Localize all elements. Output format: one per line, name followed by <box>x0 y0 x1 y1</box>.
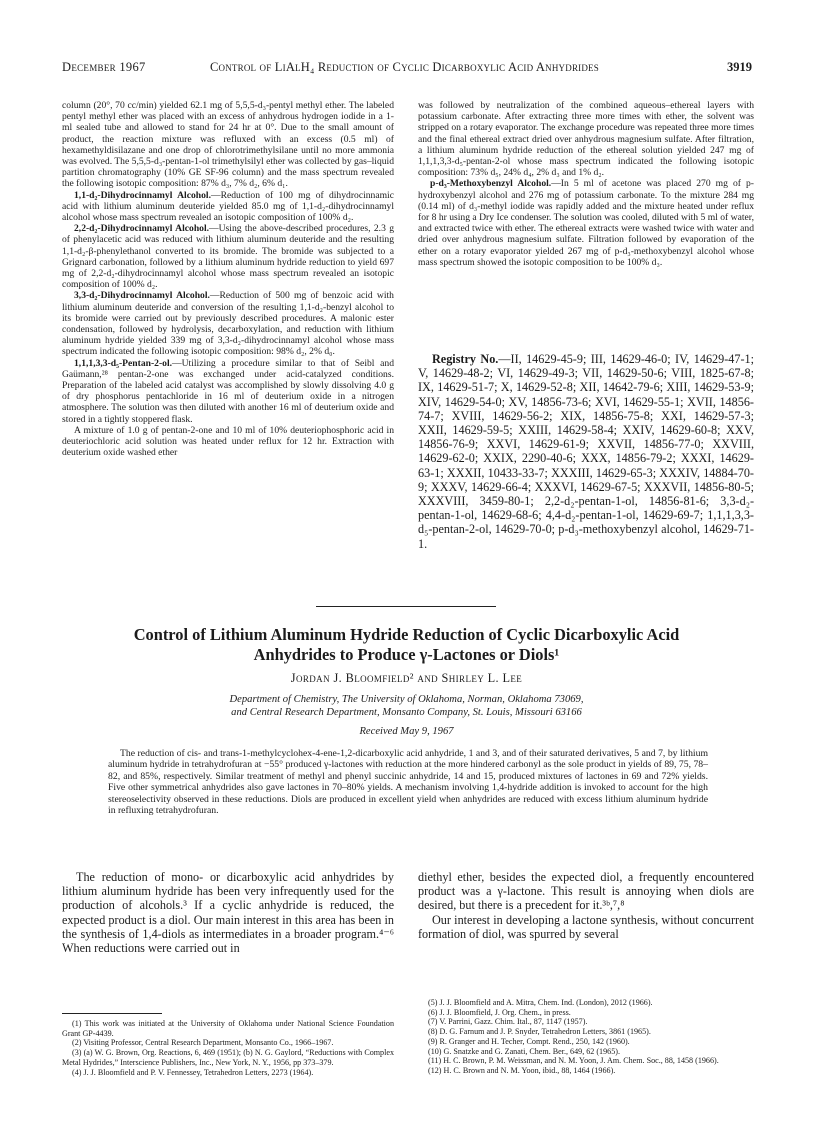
footnote: (12) H. C. Brown and N. M. Yoon, ibid., 88, 1464 (1966). <box>428 1065 616 1075</box>
body-paragraph: The reduction of mono- or dicarboxylic acid anhydrides by lithium aluminum hydride has been very infrequently used for the production of alcohols.³ If a cyclic anhydride is reduced, the expected product is a diol. Our main interest in this area has been in the synthesis of 1,4-diols as intermediates in a broader program.⁴⁻⁶ When reductions were carried out in <box>62 870 394 956</box>
footnote: (9) R. Granger and H. Techer, Compt. Rend., 250, 142 (1960). <box>428 1036 630 1046</box>
compound-heading: 3,3-d₂-Dihydrocinnamyl Alcohol. <box>74 290 210 302</box>
footnote: (5) J. J. Bloomfield and A. Mitra, Chem. Ind. (London), 2012 (1966). <box>428 998 653 1007</box>
footnote: (3) (a) W. G. Brown, Org. Reactions, 6, 469 (1951); (b) N. G. Gaylord, “Reductions with Complex Metal Hydrides,” Interscience Publishers, Inc., New York, N. Y., 1956, pp 373–379. <box>62 1048 394 1067</box>
footnote: (7) V. Parrini, Gazz. Chim. Ital., 87, 1147 (1957). <box>428 1017 588 1027</box>
experimental-paragraph: was followed by neutralization of the combined aqueous–ethereal layers with potassium carbonate. After extracting three more times with ether, the solvent was stripped on a rotary evaporator. The exchange procedure was repeated three more times and the final ethereal extract dried over anhydrous magnesium sulfate. After filtration, a lithium aluminum hydride reduction of the ethereal solution yielded 247 mg of 1,1,1,3,3-d₅-pentan-2-ol whose mass spectrum indicated the following isotopic composition: 73% d₅, 24% d₄, 2% d₃ and 1% d₂. <box>418 100 754 179</box>
experimental-left-column <box>62 100 394 459</box>
abstract: The reduction of cis- and trans-1-methylcyclohex-4-ene-1,2-dicarboxylic acid anhydride, 1 and 3, and of their saturated derivatives, 5 and 7, by lithium aluminum hydride in tetrahydrofuran at −55° produced γ-lactones with reduction at the more hindered carbonyl as the sole product in yields of 89, 75, 78–82, and 85%, respectively. Similar treatment of methyl and phenyl succinic anhydride, 14 and 15, produced mixtures of lactones in 69 and 72% yields. Five other symmetrical anhydrides also gave lactones in 70–80% yields. A mechanism involving 1,4-hydride addition is invoked to account for the high stereoselectivity observed in these reductions. Diols are produced in excellent yield when anhydrides are reduced with excess lithium aluminum hydride in refluxing tetrahydrofuran. <box>108 748 708 817</box>
footnote: (11) H. C. Brown, P. M. Weissman, and N. M. Yoon, J. Am. Chem. Soc., 88, 1458 (1966). <box>428 1056 719 1066</box>
compound-heading: 1,1,1,3,3-d₅-Pentan-2-ol. <box>74 357 173 369</box>
compound-heading: 2,2-d₂-Dihydrocinnamyl Alcohol. <box>74 223 210 235</box>
experimental-right-column <box>418 100 754 268</box>
footnote-rule <box>62 1013 162 1014</box>
body-paragraph: Our interest in developing a lactone synthesis, without concurrent formation of diol, was spurred by several <box>418 912 754 941</box>
compound-heading: 1,1-d₂-Dihydrocinnamyl Alcohol. <box>74 189 211 201</box>
footnote: (2) Visiting Professor, Central Research Department, Monsanto Co., 1966–1967. <box>72 1038 334 1048</box>
header-date: December 1967 <box>62 60 146 74</box>
experimental-paragraph: p-d₃-Methoxybenzyl Alcohol.—In 5 ml of acetone was placed 270 mg of p-hydroxybenzyl alcohol and 276 mg of potassium carbonate. To the mixture 284 mg (0.14 ml) of d₃-methyl iodide was rapidly added and the mixture heated under reflux for 8 hr using a Dry Ice condenser. The solution was cooled, diluted with 5 ml of water, and extracted twice with ether. The ethereal extracts were washed twice with water and dried over anhydrous magnesium sulfate. Filtration followed by evaporation of the ether on a rotary evaporator yielded 267 mg of p-d₃-methoxybenzyl alcohol whose mass spectrum showed the isotopic composition to be 100% d₃. <box>418 178 754 268</box>
experimental-paragraph: 2,2-d₂-Dihydrocinnamyl Alcohol.—Using the above-described procedures, 2.3 g of phenylacetic acid was reduced with lithium aluminum deuteride and the resulting 1,1-d₂-β-phenylethanol converted to its bromide. The bromide was subjected to a Grignard carbonation, followed by a lithium aluminum hydride reduction to yield 697 mg of 2,2-d₂-dihydrocinnamyl alcohol whose mass spectrum revealed an isotopic composition of 100% d₂. <box>62 223 394 291</box>
experimental-paragraph: column (20°, 70 cc/min) yielded 62.1 mg of 5,5,5-d₃-pentyl methyl ether. The labeled pentyl methyl ether was placed with an excess of anhydrous hydrogen iodide in a 1-ml sealed tube and allowed to stand for 24 hr at 0°. Due to the small amount of product, the reaction mixture was refluxed with an excess (0.5 ml) of hexamethyldisilazane and one drop of chlorotrimethylsilane until no more ammonia was evolved. The 5,5,5-d₃-pentan-1-ol trimethylsilyl ether was collected by gas–liquid partition chromatography (10% GE SF-96 column) and the mass spectrum revealed the following isotopic composition: 87% d₃, 7% d₂, 6% d₁. <box>62 100 394 190</box>
article-authors: Jordan J. Bloomfield² and Shirley L. Lee <box>290 671 523 685</box>
running-header <box>62 60 752 78</box>
compound-heading: p-d₃-Methoxybenzyl Alcohol. <box>430 178 552 190</box>
body-left-column <box>62 870 394 955</box>
experimental-paragraph: 3,3-d₂-Dihydrocinnamyl Alcohol.—Reduction of 500 mg of benzoic acid with lithium aluminum deuteride and conversion of the resulting 1,1-d₂-benzyl alcohol to its bromide were carried out by previously described procedures. A malonic ester condensation, followed by hydrolysis, decarboxylation, and reduction with lithium aluminum hydride yielded 339 mg of 3,3-d₂-dihydrocinnamyl alcohol whose mass spectrum indicated the following isotopic composition: 98% d₂, 2% d₀. <box>62 290 394 358</box>
body-paragraph: diethyl ether, besides the expected diol, a frequently encountered product was a γ-lactone. This result is annoying when diols are desired, but there is a precedent for it.³ᵇ,⁷,⁸ <box>418 870 754 913</box>
page-number: 3919 <box>727 60 752 74</box>
article-affiliation: Department of Chemistry, The University of Oklahoma, Norman, Oklahoma 73069, and Central Research Department, Monsanto Company, St. Louis, Missouri 63166 <box>229 694 584 718</box>
footnotes-left <box>62 1019 394 1077</box>
footnotes-right <box>418 998 754 1076</box>
footnote: (8) D. G. Farnum and J. P. Snyder, Tetrahedron Letters, 3861 (1965). <box>428 1027 651 1037</box>
footnote: (6) J. J. Bloomfield, J. Org. Chem., in press. <box>428 1007 571 1017</box>
footnote: (4) J. J. Bloomfield and P. V. Fennessey, Tetrahedron Letters, 2273 (1964). <box>72 1067 314 1077</box>
body-right-column <box>418 870 754 941</box>
experimental-paragraph: A mixture of 1.0 g of pentan-2-one and 10 ml of 10% deuteriophosphoric acid in deuteriochloric acid solution was heated under reflux for 12 hr. Extraction with deuterium oxide washed ether <box>62 424 394 459</box>
experimental-paragraph: 1,1,1,3,3-d₅-Pentan-2-ol.—Utilizing a procedure similar to that of Seibl and Gaümann,²⁸ pentan-2-one was exchanged under acid-catalyzed conditions. Preparation of the labeled acid catalyst was accomplished by slowly dissolving 4.0 g of dry phosphorus pentachloride in 16 ml of deuterium oxide in a nitrogen atmosphere. The solution was then diluted with another 16 ml of deuterium oxide and stored in a tightly stoppered flask. <box>62 357 394 425</box>
registry-heading: Registry No. <box>432 352 499 366</box>
article-separator-rule <box>316 606 496 607</box>
footnote: (1) This work was initiated at the University of Oklahoma under National Science Foundation Grant GP-4439. <box>62 1019 394 1038</box>
article-title: Control of Lithium Aluminum Hydride Reduction of Cyclic Dicarboxylic Acid Anhydrides to Produce γ-Lactones or Diols¹ <box>133 625 680 664</box>
header-running-title: Control of LiAlH₄ Reduction of Cyclic Dicarboxylic Acid Anhydrides <box>210 60 599 74</box>
experimental-paragraph: 1,1-d₂-Dihydrocinnamyl Alcohol.—Reduction of 100 mg of dihydrocinnamic acid with lithium aluminum deuteride yielded 85.0 mg of 1,1-d₂-dihydrocinnamyl alcohol whose mass spectrum revealed an isotopic composition of 100% d₂. <box>62 189 394 224</box>
footnote: (10) G. Snatzke and G. Zanati, Chem. Ber., 649, 62 (1965). <box>428 1046 620 1056</box>
received-date: Received May 9, 1967 <box>359 726 454 737</box>
registry-numbers: Registry No.—II, 14629-45-9; III, 14629-46-0; IV, 14629-47-1; V, 14629-48-2; VI, 14629-49-3; VII, 14629-50-6; VIII, 1825-67-8; IX, 14629-51-7; X, 14629-52-8; XII, 14642-79-6; XIII, 14629-53-9; XIV, 14629-54-0; XV, 14856-73-6; XVI, 14629-55-1; XVII, 14856-74-7; XVIII, 14629-56-2; XIX, 14856-75-8; XXI, 14629-57-3; XXII, 14629-59-5; XXIII, 14629-58-4; XXIV, 14629-60-8; XXV, 14856-76-9; XXVI, 14629-61-9; XXVII, 14856-77-0; XXVIII, 14629-62-0; XXIX, 2290-40-6; XXX, 14856-79-2; XXXI, 14629-63-1; XXXII, 10433-33-7; XXXIII, 14629-65-3; XXXIV, 14884-70-9; XXXV, 14629-66-4; XXXVI, 14629-67-5; XXXVII, 14856-80-5; XXXVIII, 3459-80-1; 2,2-d₂-pentan-1-ol, 14856-81-6; 3,3-d₂-pentan-1-ol, 14629-68-6; 4,4-d₂-pentan-1-ol, 14629-69-7; 1,1,1,3,3-d₅-pentan-2-ol, 14629-70-0; p-d₃-methoxybenzyl alcohol, 14629-71-1. <box>418 352 755 551</box>
